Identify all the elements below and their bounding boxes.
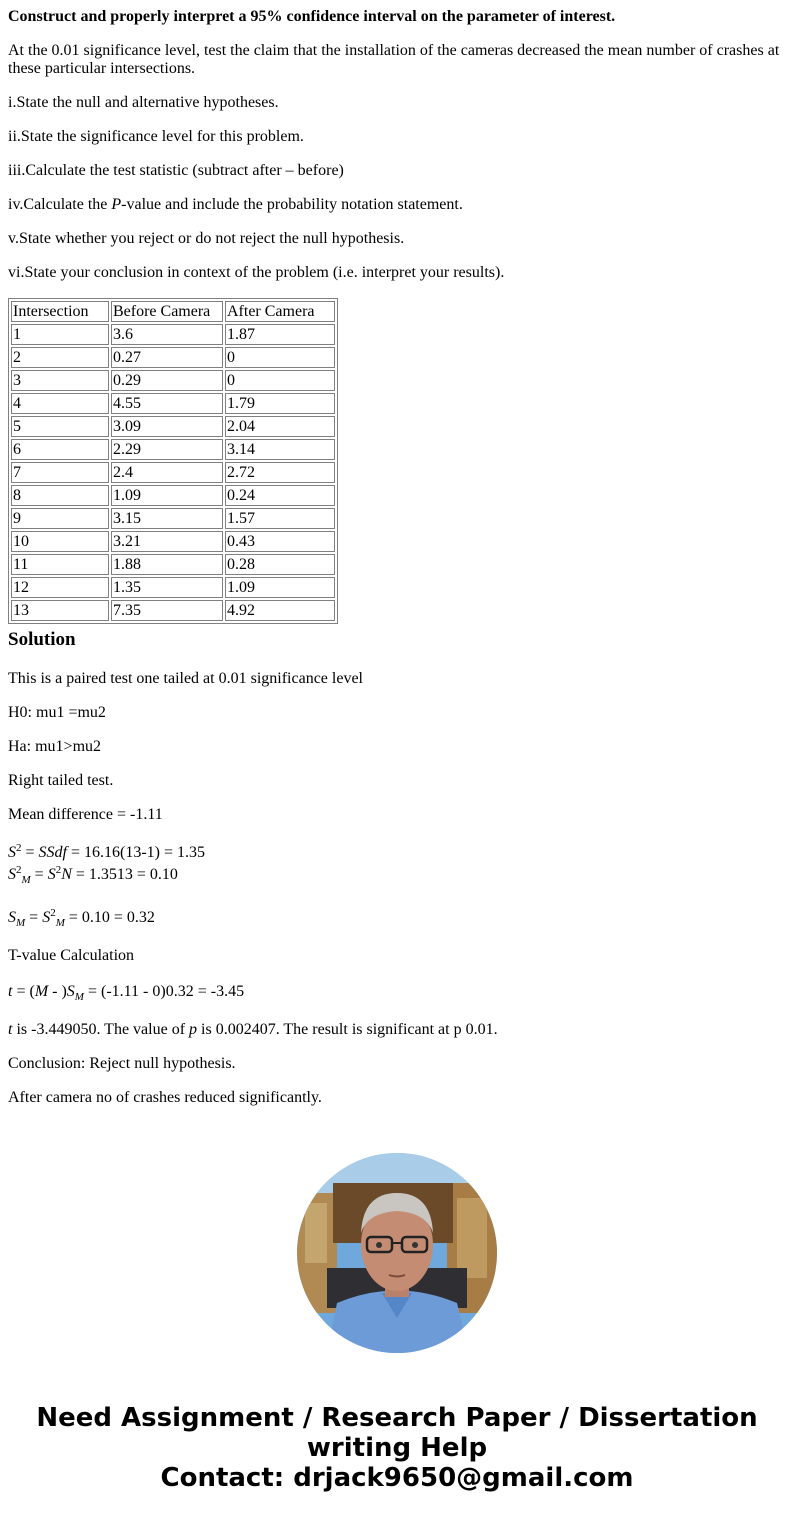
table-cell: 2.04 <box>225 416 335 437</box>
question-part-2: ii.State the significance level for this problem. <box>8 128 304 145</box>
solution-mean-difference: Mean difference = -1.11 <box>8 806 163 823</box>
table-cell: 0.43 <box>225 531 335 552</box>
table-cell: 3.21 <box>111 531 223 552</box>
table-cell: 1.88 <box>111 554 223 575</box>
table-cell: 2.29 <box>111 439 223 460</box>
solution-test-type: This is a paired test one tailed at 0.01 significance level <box>8 670 363 687</box>
question-title: Construct and properly interpret a 95% confidence interval on the parameter of interest. <box>8 8 616 25</box>
table-cell: 13 <box>11 600 109 621</box>
table-cell: 11 <box>11 554 109 575</box>
table-cell: 0.29 <box>111 370 223 391</box>
table-header-cell: Intersection <box>11 301 109 322</box>
table-cell: 1 <box>11 324 109 345</box>
table-row <box>11 508 335 529</box>
table-row <box>11 324 335 345</box>
table-cell: 1.79 <box>225 393 335 414</box>
table-cell: 0 <box>225 370 335 391</box>
footer-contact: Contact: drjack9650@gmail.com <box>160 1463 634 1493</box>
solution-final-statement: After camera no of crashes reduced significantly. <box>8 1089 322 1106</box>
table-cell: 1.09 <box>225 577 335 598</box>
table-cell: 1.57 <box>225 508 335 529</box>
solution-t-formula: $t = (M - )S_M = (-1.11 - 0)0.32 = -3.45$ <box>8 983 245 1003</box>
table-cell: 7 <box>11 462 109 483</box>
table-row <box>11 485 335 506</box>
table-row <box>11 531 335 552</box>
table-row <box>11 347 335 368</box>
table-cell: 5 <box>11 416 109 437</box>
table-cell: 6 <box>11 439 109 460</box>
question-part-4: iv.Calculate the P-value and include the probability notation statement. <box>8 196 463 213</box>
table-row <box>11 416 335 437</box>
table-cell: 4 <box>11 393 109 414</box>
solution-null-hypothesis: H0: mu1 =mu2 <box>8 704 106 721</box>
table-cell: 3.14 <box>225 439 335 460</box>
footer-line-2: writing Help <box>306 1433 488 1463</box>
table-row <box>11 600 335 621</box>
author-avatar <box>297 1153 497 1353</box>
table-cell: 0.28 <box>225 554 335 575</box>
table-cell: 1.09 <box>111 485 223 506</box>
table-cell: 8 <box>11 485 109 506</box>
solution-t-result: t is -3.449050. The value of p is 0.002407. The result is significant at p 0.01. <box>8 1021 498 1038</box>
table-row <box>11 462 335 483</box>
table-row <box>11 577 335 598</box>
solution-tvalue-heading: T-value Calculation <box>8 947 135 964</box>
table-cell: 2 <box>11 347 109 368</box>
table-cell: 3.6 <box>111 324 223 345</box>
table-row <box>11 370 335 391</box>
table-cell: 12 <box>11 577 109 598</box>
table-cell: 0 <box>225 347 335 368</box>
table-cell: 3 <box>11 370 109 391</box>
table-header-cell: After Camera <box>225 301 335 322</box>
table-row <box>11 393 335 414</box>
question-intro: At the 0.01 significance level, test the claim that the installation of the cameras decreased the mean number of crashes at these particular intersections. <box>8 42 780 77</box>
table-cell: 10 <box>11 531 109 552</box>
table-cell: 0.27 <box>111 347 223 368</box>
crash-data-table <box>8 298 338 624</box>
solution-alt-hypothesis: Ha: mu1>mu2 <box>8 738 102 755</box>
solution-tail: Right tailed test. <box>8 772 114 789</box>
footer-line-1: Need Assignment / Research Paper / Dissertation <box>36 1403 758 1433</box>
table-cell: 1.87 <box>225 324 335 345</box>
solution-heading: Solution <box>8 629 76 650</box>
question-part-5: v.State whether you reject or do not reject the null hypothesis. <box>8 230 405 247</box>
solution-conclusion: Conclusion: Reject null hypothesis. <box>8 1055 236 1072</box>
table-header-row <box>11 301 335 322</box>
table-cell: 2.4 <box>111 462 223 483</box>
table-cell: 3.09 <box>111 416 223 437</box>
table-cell: 1.35 <box>111 577 223 598</box>
table-row <box>11 439 335 460</box>
table-cell: 4.92 <box>225 600 335 621</box>
table-cell: 9 <box>11 508 109 529</box>
table-cell: 3.15 <box>111 508 223 529</box>
table-cell: 0.24 <box>225 485 335 506</box>
table-cell: 2.72 <box>225 462 335 483</box>
table-cell: 4.55 <box>111 393 223 414</box>
question-part-3: iii.Calculate the test statistic (subtract after – before) <box>8 162 344 179</box>
table-cell: 7.35 <box>111 600 223 621</box>
solution-mean-variance-formula: $S^2_M = S^2N = 1.3513 = 0.10$ <box>8 864 178 886</box>
question-part-1: i.State the null and alternative hypotheses. <box>8 94 279 111</box>
table-row <box>11 554 335 575</box>
solution-variance-formula: $S^2$ = SSdf = 16.16(13-1) = 1.35 <box>8 842 206 861</box>
question-part-6: vi.State your conclusion in context of the problem (i.e. interpret your results). <box>8 264 505 281</box>
solution-standard-error-formula: $S_M = S^2_M = 0.10 = 0.32$ <box>8 907 155 929</box>
footer-advert <box>0 1403 794 1493</box>
table-header-cell: Before Camera <box>111 301 223 322</box>
